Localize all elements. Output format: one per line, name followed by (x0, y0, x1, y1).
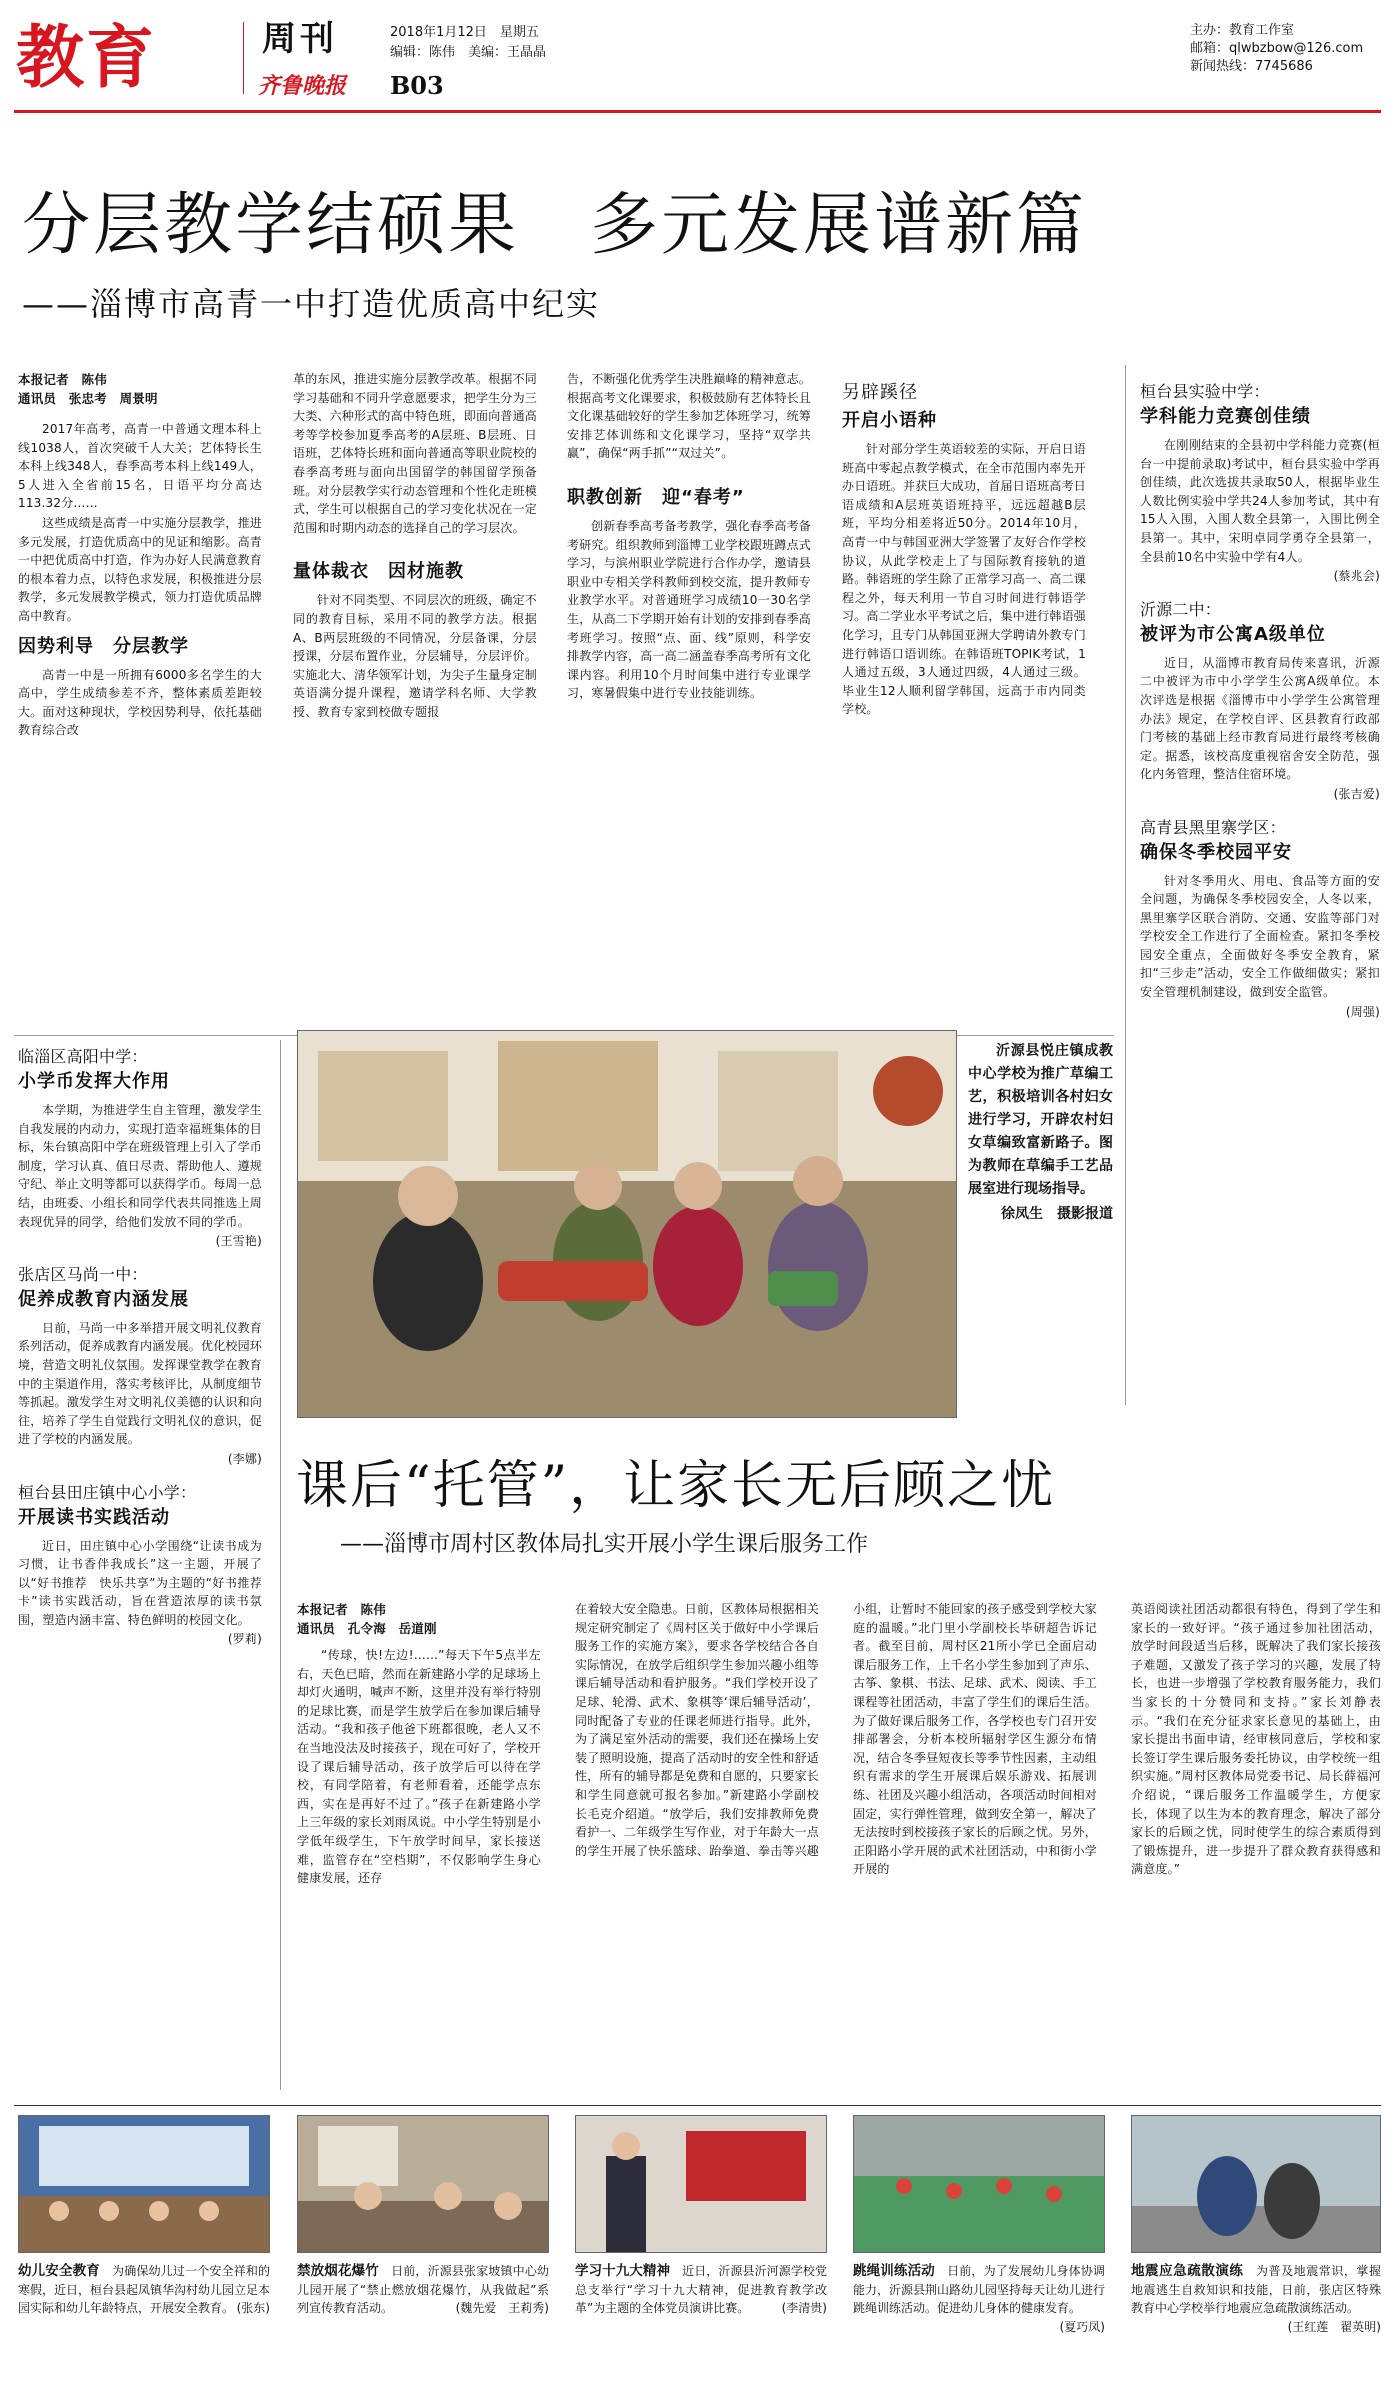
brief-org: 桓台县田庄镇中心小学： (18, 1482, 197, 1502)
main-photo-caption-text: 沂源县悦庄镇成教中心学校为推广草编工艺，积极培训各村妇女进行学习，开辟农村妇女草编致富新路子。图为教师在草编手工艺品展室进行现场指导。 (968, 1043, 1113, 1197)
lead-para: 革的东风，推进实施分层教学改革。根据不同学习基础和不同升学意愿要求，把学生分为三大类、六种形式的高中特色班，即面向普通高考等学校参加夏季高考的A层班、B层班、日语班，艺体特长班和面向普通高等职业院校的春季高考班与面向出国留学的韩国留学预备班。对分层教学实行动态管理和个性化走班模式，学生可以根据自己的学习变化状况在一定范围和时期内动态的选择自己的学习层次。 (293, 372, 537, 535)
bottom-caption-title: 禁放烟花爆竹 (297, 2263, 379, 2279)
bottom-caption-text: 为普及地震常识，掌握地震逃生自救知识和技能，日前，张店区特殊教育中心学校举行地震应急疏散演练活动。 (1131, 2264, 1381, 2315)
lead-para: 2017年高考，高青一中普通文理本科上线1038人，首次突破千人大关；艺体特长生本科上线348人，春季高考本科上线149人，5人进入全省前15名，日语平均分高达113.32分…… (18, 422, 262, 511)
editors: 编辑：陈伟 美编：王晶晶 (390, 45, 547, 60)
brief-body: 近日，田庄镇中心小学围绕“让读书成为习惯，让书香伴我成长”这一主题，开展了以“好书推荐 快乐共享”为主题的“好书推荐卡”读书实践活动，旨在营造浓厚的读书氛围，塑造内涵丰富、特色鲜明的校园文化。 (18, 1538, 262, 1627)
lead-para: 告，不断强化优秀学生决胜巅峰的精神意志。根据高考文化课要求，积极鼓励有艺体特长且文化课基础较好的学生参加艺体班学习，统筹安排艺体训练和文化课学习，坚持“双学共赢”，确保“两手抓”“双过关”。 (567, 372, 811, 461)
bottom-caption-text: 日前，为了发展幼儿身体协调能力，沂源县荆山路幼儿园坚持每天让幼儿进行跳绳训练活动。促进幼儿身体的健康发育。 (853, 2264, 1106, 2315)
brief-head: 促养成教育内涵发展 (18, 1288, 189, 1310)
hotline-info: 新闻热线：7745686 (1190, 59, 1313, 74)
lead-para: 针对不同类型、不同层次的班级，确定不同的教育目标，采用不同的教学方法。根据A、B两层班级的不同情况，分层备课，分层授课，分层布置作业，分层辅导，分层评价。实施北大、清华领军计划，为尖子生量身定制英语满分提升课程，邀请学科名师、大学教授、教育专家到校做专题报 (293, 593, 537, 719)
lead-para: 针对部分学生英语较差的实际，开启日语班高中零起点教学模式，在全市范围内率先开办日语班。并获巨大成功，首届日语班高考日语成绩和A层班英语班持平，远远超越B层班，平均分相差将近50分。2014年10月，高青一中与韩国亚洲大学签署了友好合作学校协议，从此学校走上了与国际教育接轨的道路。韩语班的学生除了正常学习高一、高二课程之外，每天利用一节自习时间进行韩语学习。高二学业水平考试之后，集中进行韩语强化学习，且专门从韩国亚洲大学聘请外教专门进行韩语口语训练。在韩语班TOPIK考试，1人通过五级，3人通过四级，4人通过三级。毕业生12人顺利留学韩国，远高于市内同类学校。 (842, 442, 1086, 717)
second-byline-2: 通讯员 孔令海 岳道刚 (297, 1621, 437, 1636)
bottom-caption-sig: (魏先爱 王莉秀) (455, 2301, 549, 2315)
lead-section-head: 职教创新 迎“春考” (567, 486, 745, 508)
brief-body: 本学期，为推进学生自主管理，激发学生自我发展的内动力，实现打造幸福班集体的目标，朱台镇高阳中学在班级管理上引入了学币制度，学习认真、值日尽责、帮助他人、遵规守纪、举止文明等都可以获得学币。每周一总结，由班委、小组长和同学代表共同推选上周表现优异的同学，给他们发放不同的学币。 (18, 1103, 262, 1229)
second-para: “传球，快!左边!……”每天下午5点半左右，天色已暗，然而在新建路小学的足球场上却灯火通明，喊声不断，这里并没有举行特别的足球比赛，而是学生放学后在参加课后辅导活动。“我和孩子他爸下班都很晚，老人又不在当地没法及时接孩子，现在可好了，学校开设了课后辅导活动，孩子放学后可以待在学校，有同学陪着，有老师看着，还能学点东西，实在是再好不过了。”孩子在新建路小学上三年级的家长刘雨凤说。中小学生特别是小学低年级学生，下午放学时间早，家长接送难，监管存在“空档期”，不仅影响学生身心健康发展，还存 (297, 1648, 541, 1886)
lead-col-3 (567, 370, 811, 1036)
second-para: 英语阅读社团活动都很有特色，得到了学生和家长的一致好评。“孩子通过参加社团活动，放学时间段适当后移，既解决了我们家长接孩子难题，又激发了孩子学习的兴趣，发展了特长，也进一步增强了学校教育服务能力，我们当家长的十分赞同和支持。”家长刘静表示。“我们在充分征求家长意见的基础上，由家长提出书面申请，经审核同意后，学校和家长签订学生课后服务委托协议，由学校统一组织实施。”周村区教体局党委书记、局长薛福河介绍说，“课后服务工作温暖学生，方便家长，体现了以生为本的教育理念，解决了部分家长的后顾之忧，同时使学生的综合素质得到了锻炼提升，进一步提升了群众教育获得感和满意度。” (1131, 1602, 1381, 1877)
brief-sig: (蔡兆会) (1333, 569, 1380, 584)
brief-head: 被评为市公寓A级单位 (1140, 623, 1326, 645)
bottom-strip-rule (14, 2105, 1381, 2106)
brief-body: 针对冬季用火、用电、食品等方面的安全问题，为确保冬季校园安全，人冬以来，黑里寨学区联合消防、交通、安监等部门对学校安全工作进行了全面检查。紧扣冬季校园安全重点，全面做好冬季安全教育，紧扣“三步走”活动，安全工作做细做实；紧扣安全管理机制建设，做到安全监管。 (1140, 873, 1380, 1000)
lead-byline-1: 本报记者 陈伟 (18, 372, 107, 387)
brief-org: 高青县黑里寨学区： (1140, 817, 1286, 837)
lead-para: 这些成绩是高青一中实施分层教学，推进多元发展，打造优质高中的见证和缩影。高青一中把优质高中打造，作为办好人民满意教育的根本着力点，以特色求发展，积极推进分层教学，多元发展教学模式，领力打造优质品牌高中教育。 (18, 515, 262, 623)
second-headline: 课后“托管”，让家长无后顾之忧 (296, 1456, 1056, 1516)
brief-head: 小学币发挥大作用 (18, 1071, 170, 1092)
second-col-3 (853, 1600, 1097, 2100)
bottom-caption-2 (297, 2262, 549, 2318)
bottom-caption-4 (853, 2262, 1105, 2336)
second-col-4 (1131, 1600, 1381, 2100)
earthquake-drill-photo (1132, 2116, 1381, 2253)
brief-org: 沂源二中： (1140, 599, 1222, 619)
brief-head: 学科能力竞赛创佳绩 (1140, 406, 1311, 427)
lead-section-head: 量体裁衣 因材施教 (293, 561, 464, 583)
bottom-caption-sig: (李清贵) (781, 2301, 827, 2315)
paper-logo: 齐鲁晚报 (258, 73, 347, 99)
bottom-caption-title: 跳绳训练活动 (853, 2263, 935, 2279)
bottom-caption-title: 学习十九大精神 (575, 2263, 671, 2279)
bottom-caption-1 (18, 2262, 270, 2318)
bottom-caption-3 (575, 2262, 827, 2318)
right-col (1140, 380, 1380, 1430)
brief-sig: (张吉爱) (1333, 786, 1380, 801)
lead-byline-2: 通讯员 张忠考 周景明 (18, 391, 158, 406)
second-subtitle: ——淄博市周村区教体局扎实开展小学生课后服务工作 (340, 1532, 869, 1557)
brief-org: 桓台县实验中学： (1140, 382, 1270, 401)
brief-body: 日前，马尚一中多举措开展文明礼仪教育系列活动，促养成教育内涵发展。优化校园环境，营造文明礼仪氛围。发挥课堂教学在教育中的主渠道作用，落实考核评比，从制度细节等抓起。激发学生对文明礼仪美德的认识和向往，培养了学生自觉践行文明礼仪的意识，促进了学校的内涵发展。 (18, 1320, 262, 1447)
left-col (18, 1045, 262, 2095)
second-para: 在着较大安全隐患。日前，区教体局根据相关规定研究制定了《周村区关于做好中小学课后服务工作的实施方案》，要求各学校结合各自实际情况，在放学后组织学生参加兴趣小组等课后辅导活动和看护服务。“我们学校开设了足球、轮滑、武术、象棋等‘课后辅导活动’，同时配备了专业的任课老师进行指导。此外，为了满足室外活动的需要，我们还在操场上安装了照明设施，提高了活动时的安全性和舒适性，所有的辅导都是免费和自愿的，只要家长和学生同意就可报名参加。”新建路小学副校长毛克介绍道。“放学后，我们安排教师免费看护一、二年级学生写作业，对于年龄大一点的学生开展了快乐篮球、跆拳道、拳击等兴趣 (575, 1602, 819, 1858)
lead-subtitle: ——淄博市高青一中打造优质高中纪实 (22, 285, 601, 323)
brief-head: 确保冬季校园平安 (1140, 841, 1292, 863)
lead-col-1 (18, 370, 262, 1036)
brief-sig: (周强) (1345, 1004, 1380, 1019)
bottom-photo-2 (297, 2115, 549, 2253)
bottom-caption-text: 为确保幼儿过一个安全祥和的寒假，近日，桓台县起凤镇华沟村幼儿园立足本园实际和幼儿年龄特点，开展安全教育。 (18, 2264, 271, 2315)
lead-section-head: 开启小语种 (842, 410, 937, 431)
main-photo (297, 1030, 957, 1418)
bottom-caption-5 (1131, 2262, 1381, 2336)
lead-headline: 分层教学结硕果 多元发展谱新篇 (22, 186, 1088, 265)
brief-org: 张店区马尚一中： (18, 1264, 148, 1284)
brief-org: 临淄区高阳中学： (18, 1047, 148, 1066)
lead-section-head: 另辟蹊径 (842, 382, 918, 403)
lead-para: 高青一中是一所拥有6000多名学生的大高中，学生成绩参差不齐，整体素质差距较大。面对这种现状，学校因势利导，依托基础教育综合改 (18, 667, 262, 738)
bottom-caption-title: 幼儿安全教育 (18, 2263, 100, 2279)
bottom-caption-sig: (王红莲 翟英明) (1287, 2319, 1381, 2334)
masthead-divider (243, 22, 244, 94)
page-number: B03 (390, 71, 444, 100)
second-para: 小组，让暂时不能回家的孩子感受到学校大家庭的温暖。”北门里小学副校长毕研超告诉记者。截至目前，周村区21所小学已全面启动课后服务工作，上千名小学生参加到了声乐、古筝、象棋、书法、足球、武术、阅读、手工课程等社团活动，丰富了学生们的课后生活。为了做好课后服务工作，各学校也专门召开安排部署会，分析本校所辐射学区生源分布情况，结合冬季昼短夜长等季节性因素，主动组织有需求的学生开展课后娱乐游戏、拓展训练、社团及兴趣小组活动，各项活动时间相对固定，实行弹性管理，做到安全第一，解决了无法按时到校接孩子家长的后顾之忧。另外，正阳路小学开展的武术社团活动，中和街小学开展的 (853, 1602, 1097, 1877)
lead-col-4 (842, 380, 1086, 1030)
main-photo-credit: 徐凤生 摄影报道 (1001, 1206, 1113, 1222)
host-info: 主办：教育工作室 (1190, 23, 1295, 38)
second-col-1 (297, 1600, 541, 2100)
bottom-caption-title: 地震应急疏散演练 (1131, 2263, 1244, 2279)
masthead-rule (14, 110, 1381, 113)
bottom-photo-4 (853, 2115, 1105, 2253)
brief-body: 在刚刚结束的全县初中学科能力竞赛(桓台一中提前录取)考试中，桓台县实验中学再创佳绩，此次选拔共录取50人，根据毕业生人数比例实验中学共24人参加考试，其中有15人入围，入围人数全县第一，入围比例全县第一。其中，宋明卓同学勇夺全县第一，全县前10名中实验中学有4人。 (1140, 438, 1380, 564)
jump-rope-photo (854, 2116, 1105, 2253)
bottom-caption-text: 近日，沂源县沂河源学校党总支举行“学习十九大精神，促进教育教学改革”为主题的全体党员演讲比赛。 (575, 2264, 827, 2315)
second-byline-1: 本报记者 陈伟 (297, 1602, 386, 1617)
weekly-label: 周刊 (262, 19, 338, 59)
left-col-rule (280, 1040, 281, 2090)
lead-para: 创新春季高考备考教学，强化春季高考备考研究。组织教师到淄博工业学校跟班蹲点式学习，与滨州职业学院进行合作办学，邀请县职业中专相关学科教师到校交流，提升教师专业教学水平。对普通班学习成绩10一30名学生，从高二下学期开始有计划的安排到春季高考班学习。按照“点、面、线”原则，科学安排教学内容，高一高二涵盖春季高考所有文化课内容。利用10个月时间集中进行专业课学习，寒暑假集中进行专业技能训练。 (567, 518, 811, 701)
brief-head: 开展读书实践活动 (18, 1506, 170, 1528)
email-info: 邮箱：qlwbzbow@126.com (1190, 41, 1364, 56)
section-title: 教育 (16, 18, 157, 98)
brief-sig: (李娜) (227, 1451, 262, 1466)
brief-sig: (王雪艳) (215, 1234, 262, 1249)
main-photo-caption (968, 1040, 1113, 1226)
second-col-2 (575, 1600, 819, 2100)
speech-contest-photo (576, 2116, 827, 2253)
bottom-caption-sig: (夏巧凤) (1059, 2319, 1105, 2334)
weaving-workshop-photo (298, 1031, 957, 1418)
kids-classroom-photo (19, 2116, 270, 2253)
lead-section-head: 因势利导 分层教学 (18, 635, 189, 657)
brief-body: 近日，从淄博市教育局传来喜讯，沂源二中被评为市中小学学生公寓A级单位。本次评选是根据《淄博市中小学学生公寓管理办法》规定，在学校自评、区县教育行政部门考核的基础上经市教育局进行最终考核确定。据悉，该校高度重视宿舍安全防范，强化内务管理，整洁住宿环境。 (1140, 655, 1380, 782)
right-col-rule (1125, 365, 1126, 1405)
lead-col-2 (293, 370, 537, 1036)
bottom-photo-1 (18, 2115, 270, 2253)
bottom-caption-text: 日前，沂源县张家坡镇中心幼儿园开展了“禁止燃放烟花爆竹，从我做起”系列宣传教育活动。 (297, 2264, 549, 2315)
brief-sig: (罗莉) (227, 1632, 262, 1647)
fireworks-lesson-photo (298, 2116, 549, 2253)
bottom-photo-3 (575, 2115, 827, 2253)
bottom-caption-sig: (张东) (236, 2301, 270, 2315)
issue-date: 2018年1月12日 星期五 (390, 25, 539, 40)
bottom-photo-5 (1131, 2115, 1381, 2253)
